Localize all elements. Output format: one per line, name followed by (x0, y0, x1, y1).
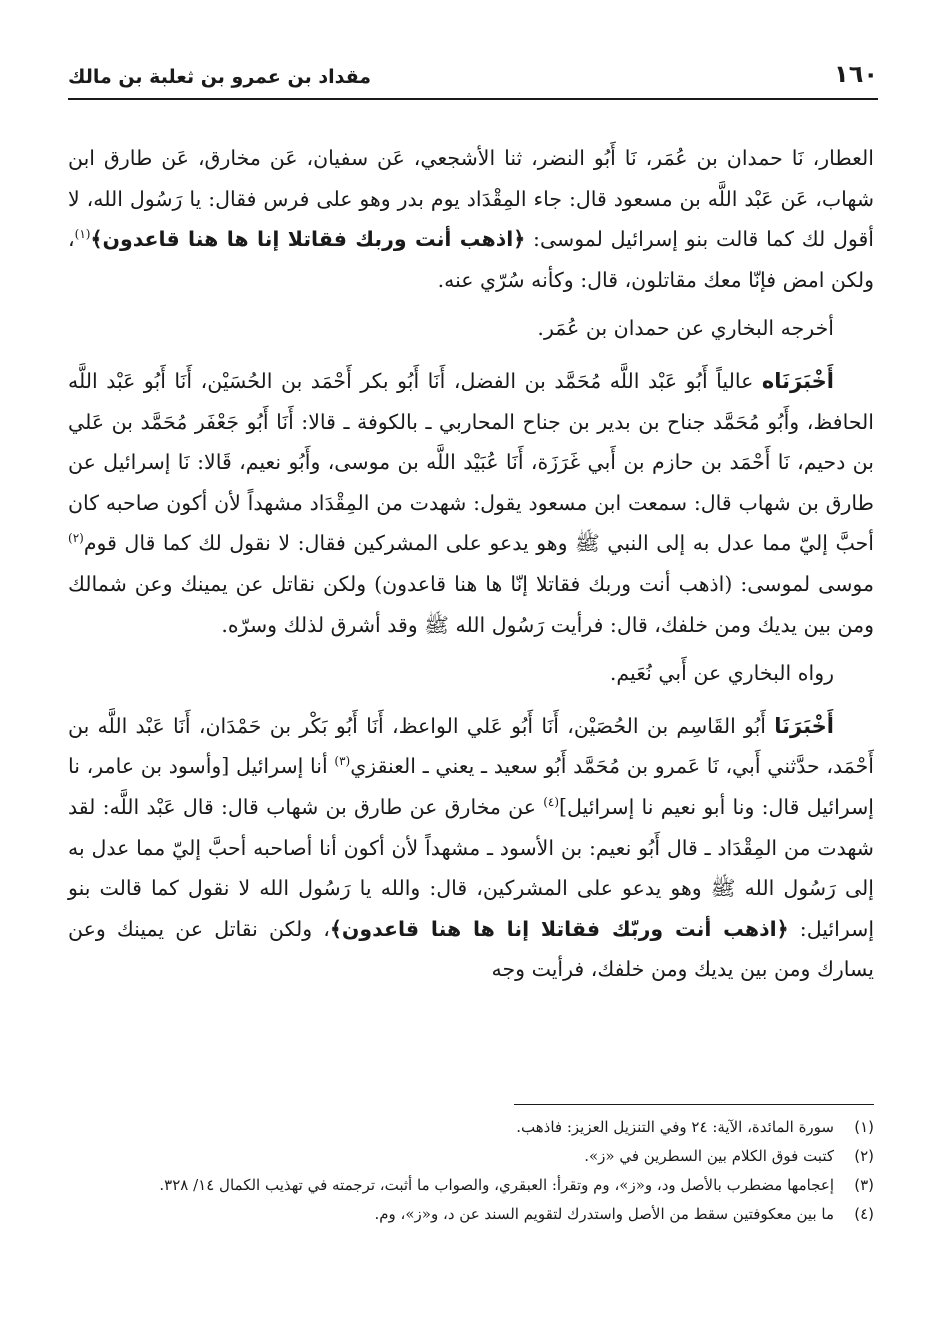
paragraph-text: أَبُو القَاسِم بن الحُصَيْن، أَنَا أَبُو عَلي الواعظ، أَنَا أَبُو بَكْر بن حَمْدَان، أَنَا عَبْد اللَّه بن أَحْمَد، حدَّثني أَبي، نَا عَمرو بن مُحَمَّد أَبُو سعيد ـ يعني ـ العنقزي (68, 713, 874, 779)
main-text (68, 138, 874, 998)
footnote-ref-3: (٣) (334, 754, 351, 769)
paragraph-text: ، ولكن امض فإنّا معك مقاتلون، قال: وكأنه سُرّي عنه. (68, 227, 874, 292)
paragraph-text: ، ولكن نقاتل عن يمينك وعن يسارك ومن بين يديك ومن خلفك، فرأيت وجه (68, 916, 874, 982)
quran-quote: ﴿اذهب أنت وربك فقاتلا إنا ها هنا قاعدون﴾ (90, 227, 526, 252)
paragraph-text: موسى لموسى: (اذهب أنت وربك فقاتلا إنّا ها هنا قاعدون) ولكن نقاتل عن يمينك وعن شمالك ومن بين يديك ومن خلفك، قال: فرأيت رَسُول الله ﷺ وقد أشرق لذلك وسرّه. (68, 571, 874, 637)
running-title: مقداد بن عمرو بن ثعلبة بن مالك (68, 66, 372, 88)
footnote-3 (68, 1171, 874, 1200)
footnotes (68, 1113, 874, 1229)
footnote-ref-4: (٤) (543, 795, 560, 810)
paragraph-2: أخرجه البخاري عن حمدان بن عُمَر. (537, 316, 834, 341)
footnote-4 (68, 1200, 874, 1229)
paragraph-5 (68, 706, 874, 990)
footnote-text: سورة المائدة، الآية: ٢٤ وفي التنزيل العزيز: فاذهب. (516, 1118, 834, 1136)
page-header (68, 60, 878, 100)
quran-quote: ﴿اذهب أنت وربّك فقاتلا إنا ها هنا قاعدون﴾ (329, 916, 789, 941)
footnote-text: ما بين معكوفتين سقط من الأصل واستدرك لتقويم السند عن د، و«ز»، وم. (374, 1205, 834, 1223)
footnote-2 (68, 1142, 874, 1171)
footnote-number: (٤) (854, 1205, 874, 1223)
page-number: ١٦٠ (834, 60, 878, 88)
paragraph-4: رواه البخاري عن أَبي نُعَيم. (609, 661, 834, 686)
footnote-text: إعجامها مضطرب بالأصل ود، و«ز»، وم وتقرأ: العبقري، والصواب ما أثبت، ترجمته في تهذيب الكمال ١٤/ ٣٢٨. (159, 1176, 834, 1194)
isnad-lead: أَخْبَرَنَا (774, 713, 834, 738)
footnote-divider (514, 1104, 874, 1105)
paragraph-text: أنا إسرائيل [وأسود بن عامر، نا إسرائيل قال: ونا أبو نعيم نا إسرائيل] (68, 754, 874, 819)
paragraph-text: عن مخارق عن طارق بن شهاب قال: قال عَبْد اللَّه: لقد شهدت من المِقْدَاد ـ قال أَبُو نعيم: بن الأسود ـ مشهداً لأن أكون أنا أصاحبه أحبَّ إليّ مما عدل به إلى رَسُول الله ﷺ وهو يدعو على المشركين، قال: والله يا رَسُول الله لا نقول كما قالت بنو إسرائيل: (68, 794, 875, 941)
footnote-number: (٣) (854, 1176, 874, 1194)
footnote-number: (١) (854, 1118, 874, 1136)
footnote-number: (٢) (854, 1147, 874, 1165)
paragraph-3 (68, 361, 874, 645)
footnote-ref-1: (١) (74, 227, 91, 242)
footnote-1 (68, 1113, 874, 1142)
footnote-ref-2: (٢) (68, 531, 84, 546)
footnote-text: كتبت فوق الكلام بين السطرين في «ز». (584, 1147, 834, 1165)
isnad-lead: أَخْبَرَنَاه (761, 368, 834, 393)
paragraph-1 (68, 138, 874, 300)
paragraph-text: العطار، نَا حمدان بن عُمَر، نَا أَبُو النضر، ثنا الأشجعي، عَن سفيان، عَن مخارق، عَن طارق ابن شهاب، عَن عَبْد اللَّه بن مسعود قال: جاء المِقْدَاد يوم بدر وهو على فرس فقال: يا رَسُول الله، لا أقول لك كما قالت بنو إسرائيل لموسى: (68, 146, 874, 252)
paragraph-text: عالياً أَبُو عَبْد اللَّه مُحَمَّد بن الفضل، أَنَا أَبُو بكر أَحْمَد بن الحُسَيْن، أَنَا أَبُو عَبْد اللَّه الحافظ، وأَبُو مُحَمَّد جناح بن بدير بن جناح المحاربي ـ بالكوفة ـ قالا: أَنَا أَبُو جَعْفَر مُحَمَّد بن عَلي بن دحيم، نَا أَحْمَد بن حازم بن أَبي غَرَزَة، أَنَا عُبَيْد اللَّه بن موسى، وأَبُو نعيم، قَالا: نَا إسرائيل عن طارق بن شهاب قال: سمعت ابن مسعود يقول: شهدت من المِقْدَاد مشهداً لأن أكون صاحبه كان أحبَّ إليّ مما عدل به إلى النبي ﷺ وهو يدعو على المشركين فقال: لا نقول لك كما قال قوم (68, 368, 874, 556)
